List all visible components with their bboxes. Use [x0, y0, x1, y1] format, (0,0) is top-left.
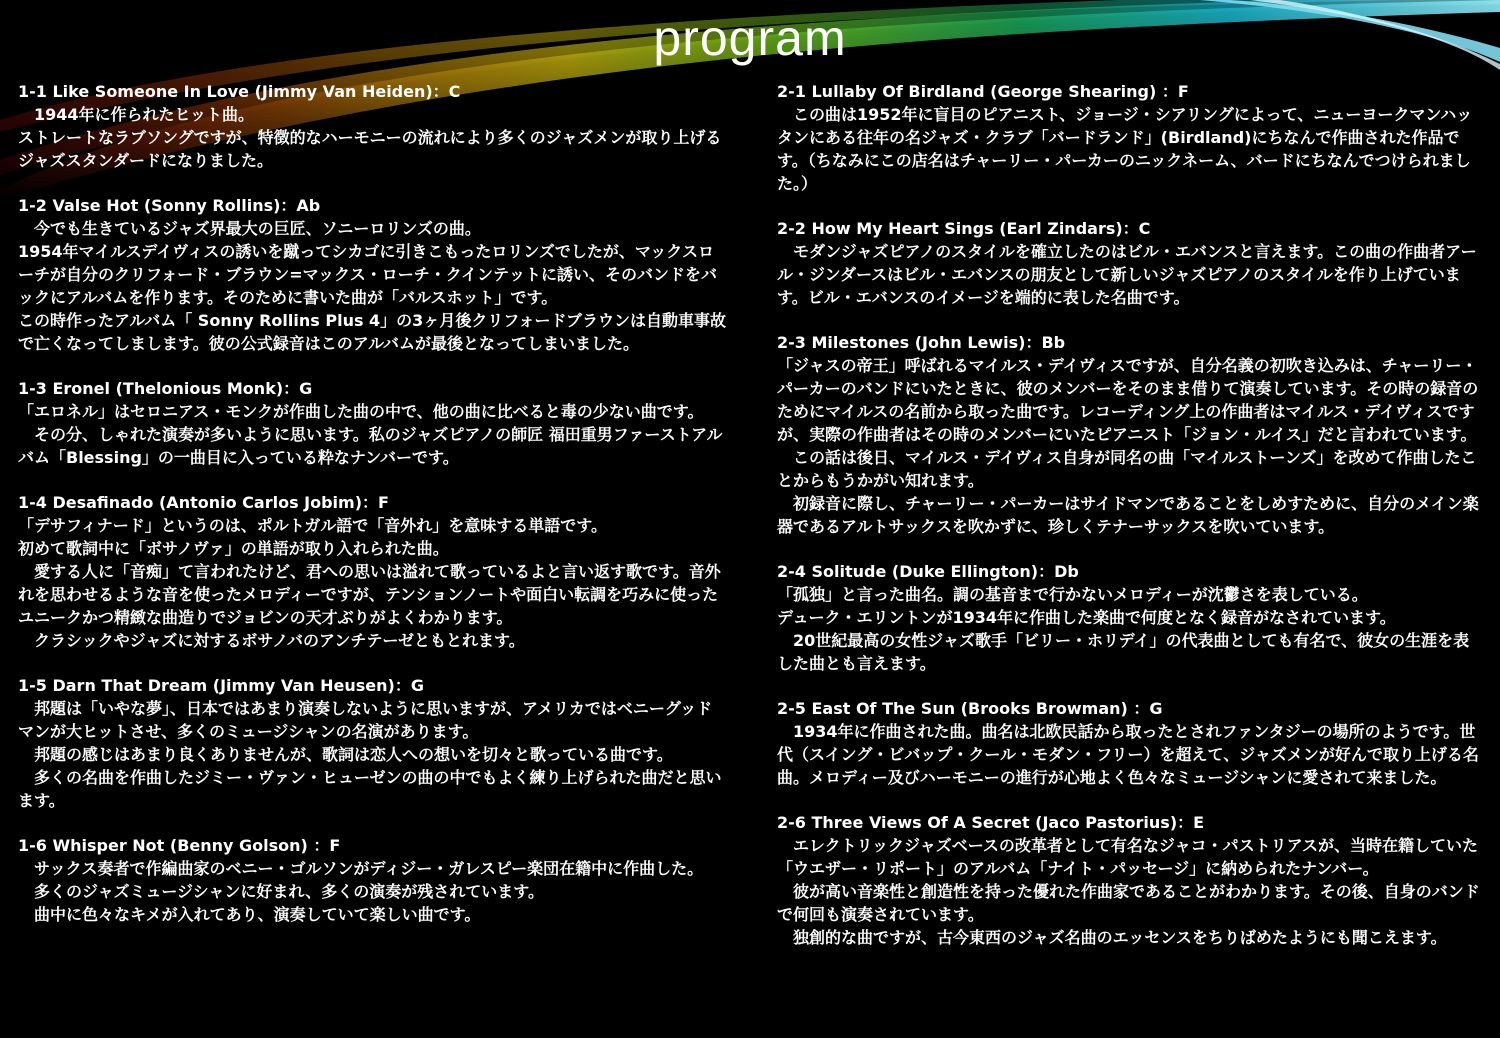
entry-paragraph: ストレートなラブソングですが、特徴的なハーモニーの流れにより多くのジャズメンが取り上げるジャズスタンダードになりました。 [18, 128, 722, 170]
program-column-left [18, 80, 728, 948]
program-entry [777, 811, 1482, 949]
program-entry [777, 217, 1482, 309]
entry-heading: 2-4 Solitude (Duke Ellington)：Db [777, 562, 1079, 581]
program-entry [777, 560, 1482, 675]
entry-paragraph: 多くの名曲を作曲したジミー・ヴァン・ヒューゼンの曲の中でもよく練り上げられた曲だと思います。 [18, 768, 722, 810]
program-column-right [777, 80, 1482, 971]
entry-paragraph: 独創的な曲ですが、古今東西のジャズ名曲のエッセンスをちりばめたようにも聞こえます。 [777, 928, 1447, 947]
program-entry [18, 194, 728, 355]
entry-paragraph: 多くのジャズミュージシャンに好まれ、多くの演奏が残されています。 [18, 882, 545, 901]
entry-heading: 1-5 Darn That Dream (Jimmy Van Heusen)：G [18, 676, 424, 695]
entry-paragraph: クラシックやジャズに対するボサノバのアンチテーゼともとれます。 [18, 631, 525, 650]
program-entry [777, 80, 1482, 195]
entry-paragraph: 愛する人に「音痴」て言われたけど、君への思いは溢れて歌っているよと言い返す歌です。音外れを思わせるような音を使ったメロディーですが、テンションノートや面白い転調を巧みに使ったユニークかつ精緻な曲造りでジョビンの天才ぶりがよくわかります。 [18, 562, 721, 627]
program-entry [777, 697, 1482, 789]
page-title: program [653, 10, 847, 66]
entry-paragraph: 「エロネル」はセロニアス・モンクが作曲した曲の中で、他の曲に比べると毒の少ない曲です。 [18, 402, 704, 421]
program-entry [18, 491, 728, 652]
entry-paragraph: 1944年に作られたヒット曲。 [18, 105, 255, 124]
entry-paragraph: この話は後日、マイルス・デイヴィス自身が同名の曲「マイルストーンズ」を改めて作曲したことからもうかがい知れます。 [777, 448, 1477, 490]
entry-paragraph: 1954年マイルスデイヴィスの誘いを蹴ってシカゴに引きこもったロリンズでしたが、マックスローチが自分のクリフォード・ブラウン=マックス・ローチ・クインテットに誘い、そのバンドをバックにアルバムを作ります。そのために書いた曲が「バルスホット」です。 [18, 242, 718, 307]
entry-heading: 1-4 Desafinado (Antonio Carlos Jobim)：F [18, 493, 389, 512]
program-entry [777, 331, 1482, 538]
entry-paragraph: 初録音に際し、チャーリー・パーカーはサイドマンであることをしめすために、自分のメイン楽器であるアルトサックスを吹かずに、珍しくテナーサックスを吹いています。 [777, 494, 1479, 536]
entry-paragraph: 「ジャスの帝王」呼ばれるマイルス・デイヴィスですが、自分名義の初吹き込みは、チャーリー・パーカーのバンドにいたときに、彼のメンバーをそのまま借りて演奏しています。その時の録音のためにマイルスの名前から取った曲です。レコーディング上の作曲者はマイルス・デイヴィスですが、実際の作曲者はその時のメンバーにいたピアニスト「ジョン・ルイス」だと言われています。 [777, 356, 1479, 444]
program-entry [18, 674, 728, 812]
program-entry [18, 834, 728, 926]
entry-heading: 2-6 Three Views Of A Secret (Jaco Pastorius)：E [777, 813, 1205, 832]
entry-paragraph: 今でも生きているジャズ界最大の巨匠、ソニーロリンズの曲。 [18, 219, 481, 238]
entry-paragraph: 「孤独」と言った曲名。調の基音まで行かないメロディーが沈鬱さを表している。 [777, 585, 1368, 604]
entry-paragraph: 「デサフィナード」というのは、ポルトガル語で「音外れ」を意味する単語です。 [18, 516, 607, 535]
entry-paragraph: モダンジャズピアノのスタイルを確立したのはビル・エバンスと言えます。この曲の作曲者アール・ジンダースはビル・エバンスの朋友として新しいジャズピアノのスタイルを作り上げています。ビル・エバンスのイメージを端的に表した名曲です。 [777, 242, 1477, 307]
entry-heading: 2-5 East Of The Sun (Brooks Browman) ：G [777, 699, 1163, 718]
entry-heading: 1-6 Whisper Not (Benny Golson) ：F [18, 836, 341, 855]
entry-paragraph: 曲中に色々なキメが入れてあり、演奏していて楽しい曲です。 [18, 905, 481, 924]
program-entry [18, 377, 728, 469]
entry-heading: 2-1 Lullaby Of Birdland (George Shearing) ：F [777, 82, 1189, 101]
entry-paragraph: サックス奏者で作編曲家のベニー・ゴルソンがディジー・ガレスピー楽団在籍中に作曲した。 [18, 859, 704, 878]
entry-heading: 2-2 How My Heart Sings (Earl Zindars)：C [777, 219, 1151, 238]
entry-heading: 1-1 Like Someone In Love (Jimmy Van Heiden)：C [18, 82, 461, 101]
entry-paragraph: 邦題は「いやな夢」、日本ではあまり演奏しないように思いますが、アメリカではベニーグッドマンが大ヒットさせ、多くのミュージシャンの名演があります。 [18, 699, 713, 741]
entry-heading: 2-3 Milestones (John Lewis)：Bb [777, 333, 1066, 352]
entry-heading: 1-2 Valse Hot (Sonny Rollins)：Ab [18, 196, 321, 215]
entry-paragraph: 1934年に作曲された曲。曲名は北欧民話から取ったとされファンタジーの場所のようです。世代（スイング・ビバップ・クール・モダン・フリー）を超えて、ジャズメンが好んで取り上げる名曲。メロディー及びハーモニーの進行が心地よく色々なミュージシャンに愛されて来ました。 [777, 722, 1479, 787]
entry-paragraph: この曲は1952年に盲目のピアニスト、ジョージ・シアリングによって、ニューヨークマンハッタンにある往年の名ジャズ・クラブ「バードランド」(Birdland)にちなんで作曲された作品です。（ちなみにこの店名はチャーリー・パーカーのニックネーム、バードにちなんでつけられました。） [777, 105, 1473, 193]
entry-paragraph: この時作ったアルバム「 Sonny Rollins Plus 4」の3ヶ月後クリフォードブラウンは自動車事故で亡くなってしまします。彼の公式録音はこのアルバムが最後となってしまいました。 [18, 311, 727, 353]
entry-paragraph: 20世紀最高の女性ジャズ歌手「ビリー・ホリデイ」の代表曲としても有名で、彼女の生涯を表した曲とも言えます。 [777, 631, 1470, 673]
entry-paragraph: その分、しゃれた演奏が多いように思います。私のジャズピアノの師匠 福田重男ファーストアルバム「Blessing」の一曲目に入っている粋なナンバーです。 [18, 425, 723, 467]
program-entry [18, 80, 728, 172]
entry-paragraph: 邦題の感じはあまり良くありませんが、歌詞は恋人への想いを切々と歌っている曲です。 [18, 745, 673, 764]
entry-paragraph: エレクトリックジャズベースの改革者として有名なジャコ・パストリアスが、当時在籍していた「ウエザー・リポート」のアルバム「ナイト・パッセージ」に納められたナンバー。 [777, 836, 1478, 878]
entry-heading: 1-3 Eronel (Thelonious Monk)：G [18, 379, 313, 398]
entry-paragraph: 初めて歌詞中に「ボサノヴァ」の単語が取り入れられた曲。 [18, 539, 449, 558]
entry-paragraph: デューク・エリントンが1934年に作曲した楽曲で何度となく録音がなされています。 [777, 608, 1396, 627]
entry-paragraph: 彼が高い音楽性と創造性を持った優れた作曲家であることがわかります。その後、自身のバンドで何回も演奏されています。 [777, 882, 1480, 924]
